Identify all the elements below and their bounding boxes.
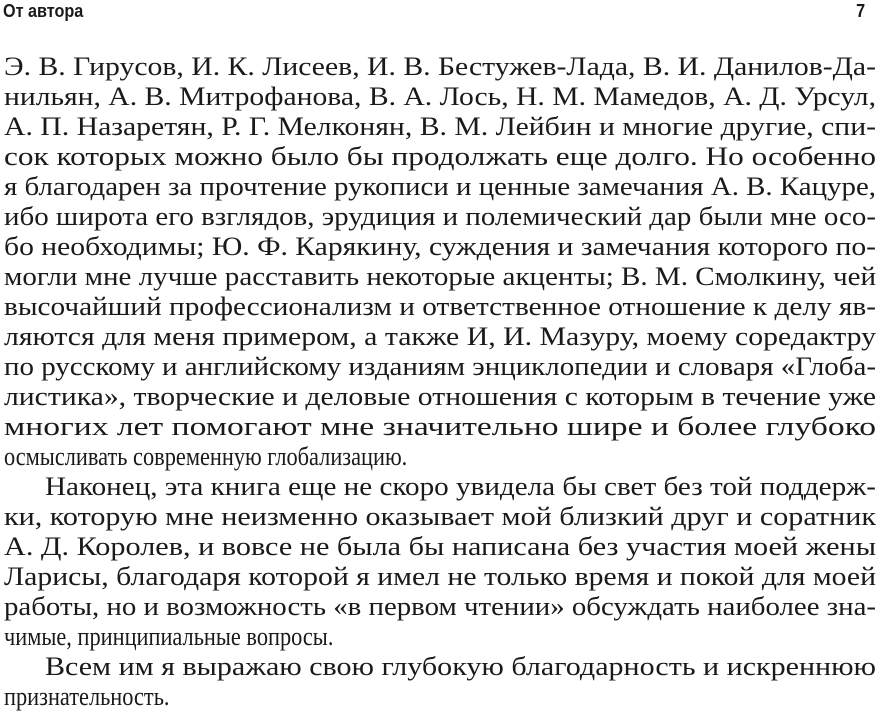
text-line: многих лет помогают мне значительно шире и более глубоко — [4, 412, 876, 441]
text-line: ки, которую мне неизменно оказывает мой близкий друг и соратник — [4, 502, 877, 531]
text-line: признательность. — [4, 682, 170, 711]
text-line: высочайший профессионализм и ответственное отношение к делу яв- — [4, 292, 876, 321]
text-line: Наконец, эта книга еще не скоро увидела бы свет без той поддерж- — [45, 472, 876, 501]
body-text — [4, 52, 876, 712]
text-line: Ларисы, благодаря которой я имел не только время и покой для моей — [4, 562, 876, 591]
text-line: я благодарен за прочтение рукописи и ценные замечания А. В. Кацуре, — [4, 172, 876, 201]
text-line: осмысливать современную глобализацию. — [4, 442, 408, 471]
text-line: сок которых можно было бы продолжать еще долго. Но особенно — [4, 142, 876, 171]
text-line: А. П. Назаретян, Р. Г. Мелконян, В. М. Лейбин и многие другие, спи- — [4, 112, 876, 141]
text-line: листика», творческие и деловые отношения с которым в течение уже — [4, 382, 876, 411]
text-line: ляются для меня примером, а также И, И. Мазуру, моему соредактру — [4, 322, 876, 351]
text-line: по русскому и английскому изданиям энциклопедии и словаря «Глоба- — [4, 352, 876, 381]
running-head — [3, 0, 866, 24]
text-line: нильян, А. В. Митрофанова, В. А. Лось, Н. М. Мамедов, А. Д. Урсул, — [4, 82, 876, 111]
text-line: чимые, принципиальные вопросы. — [4, 622, 334, 651]
text-line: Э. В. Гирусов, И. К. Лисеев, И. В. Бестужев-Лада, В. И. Данилов-Да- — [4, 52, 876, 81]
text-line: Всем им я выражаю свою глубокую благодарность и искреннюю — [45, 652, 876, 681]
text-line: бо необходимы; Ю. Ф. Карякину, суждения и замечания которого по- — [4, 232, 876, 261]
text-line: А. Д. Королев, и вовсе не была бы написана без участия моей жены — [4, 532, 876, 561]
section-title: От автора — [3, 1, 84, 21]
text-line: работы, но и возможность «в первом чтении» обсуждать наиболее зна- — [4, 592, 877, 621]
page-number: 7 — [856, 1, 866, 21]
text-line: ибо широта его взглядов, эрудиция и полемический дар были мне осо- — [4, 202, 876, 231]
text-line: могли мне лучше расставить некоторые акценты; В. М. Смолкину, чей — [4, 262, 876, 291]
